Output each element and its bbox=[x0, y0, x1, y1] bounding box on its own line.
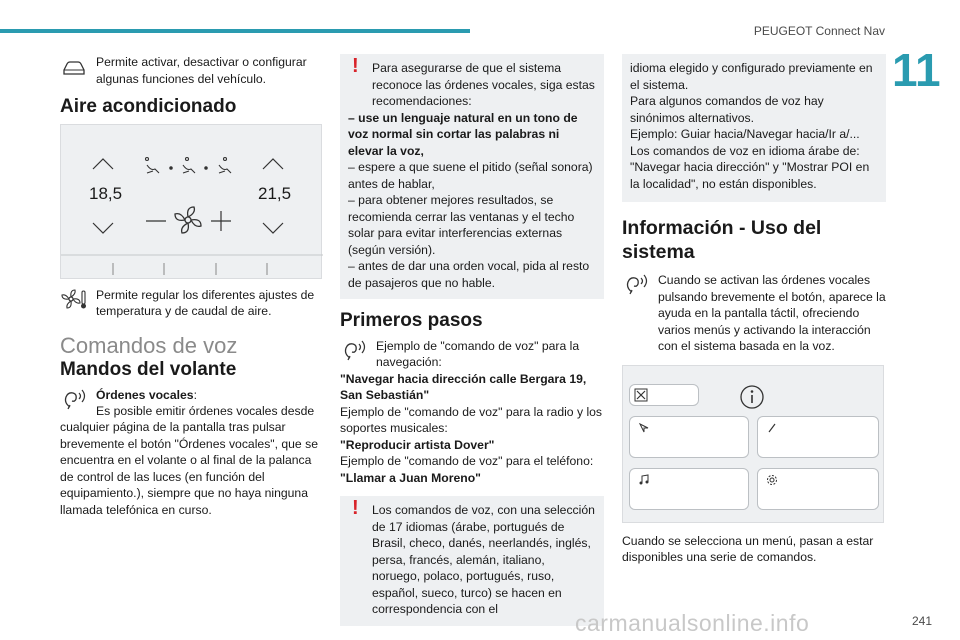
voice-description: Es posible emitir órdenes vocales desde cualquier página de la pantalla tras pulsar brevemente el botón "Órdenes vocales", que se encuentra en el volante o al final de la palanca de control de las luces (en función del equipamiento.), siempre que no haya ninguna llamada telefónica en curso. bbox=[60, 403, 318, 517]
example1-row bbox=[340, 338, 604, 371]
ac-description: Permite regular los diferentes ajustes de temperatura y de caudal de aire. bbox=[96, 287, 315, 318]
page-number: 241 bbox=[912, 614, 933, 628]
system-info-heading: Información - Uso del sistema bbox=[622, 217, 822, 263]
fan-thermometer-icon bbox=[60, 287, 88, 313]
page-header-title: PEUGEOT Connect Nav bbox=[753, 24, 885, 38]
settings-menu-button bbox=[757, 468, 879, 510]
system-info-row bbox=[622, 272, 886, 355]
column-left bbox=[60, 54, 318, 518]
temp-right-up-icon bbox=[263, 159, 283, 169]
intro-text: Permite activar, desactivar o configurar algunas funciones del vehículo. bbox=[96, 55, 307, 86]
music-menu-button bbox=[629, 468, 749, 510]
first-steps-heading: Primeros pasos bbox=[340, 310, 483, 331]
voice-command-icon bbox=[340, 338, 368, 364]
example2-command: "Reproducir artista Dover" bbox=[340, 437, 495, 452]
voice-label-colon: : bbox=[193, 387, 197, 402]
warning-item-2: – espere a que suene el pitido (señal sonora) antes de hablar, bbox=[348, 160, 593, 191]
section-title: Comandos de voz bbox=[60, 332, 238, 358]
warning-item-1: – use un lenguaje natural en un tono de voz normal sin cortar las palabras ni elevar la voz, bbox=[348, 110, 578, 158]
temp-left-down-icon bbox=[93, 223, 113, 233]
phone-icon bbox=[766, 422, 778, 434]
ac-desc-row bbox=[60, 287, 318, 320]
navigation-icon bbox=[638, 422, 650, 434]
warning-item-3: – para obtener mejores resultados, se recomienda cerrar las ventanas y el techo solar para evitar interferencias externas (según versión). bbox=[348, 193, 575, 257]
warning-box-recommendations bbox=[340, 54, 604, 299]
temp-left-up-icon bbox=[93, 159, 113, 169]
fan-icon bbox=[175, 207, 201, 233]
warning-icon: ! bbox=[352, 497, 359, 519]
voice-command-icon bbox=[622, 272, 650, 298]
car-icon bbox=[60, 54, 88, 80]
navigation-menu-button bbox=[629, 416, 749, 458]
languages-text: Los comandos de voz, con una selección de 17 idiomas (árabe, portugués de Brasil, checo, danés, neerlandés, inglés, persa, francés, alemán, italiano, noruego, polaco, portugués, ruso, español, sueco, turco) se hacen en correspondencia con el bbox=[372, 503, 595, 616]
ac-control-panel bbox=[60, 124, 322, 279]
gear-icon bbox=[766, 474, 778, 486]
watermark: carmanualsonline.info bbox=[575, 610, 810, 636]
chapter-number: 11 bbox=[892, 44, 941, 96]
warning-item-4: – antes de dar una orden vocal, pida al resto de pasajeros que no hable. bbox=[348, 259, 590, 290]
warning-icon: ! bbox=[352, 55, 359, 77]
ac-heading: Aire acondicionado bbox=[60, 96, 237, 117]
header-accent-bar bbox=[0, 29, 470, 33]
example1-command: "Navegar hacia dirección calle Bergara 19, San Sebastián" bbox=[340, 371, 587, 402]
right-temperature: 21,5 bbox=[258, 183, 292, 203]
example3-command: "Llamar a Juan Moreno" bbox=[340, 470, 481, 485]
voice-help-screen bbox=[622, 365, 884, 523]
close-icon bbox=[634, 388, 648, 402]
warning-box-languages bbox=[340, 496, 604, 626]
info-box-language: idioma elegido y configurado previamente en el sistema. Para algunos comandos de voz hay sinónimos alternativos. Ejemplo: Guiar hacia/Navegar hacia/Ir a/... Los comandos de voz en idioma árabe de: "Navegar hacia dirección" y "Mostrar POI en la localidad", no están disponibles. bbox=[622, 54, 886, 202]
system-info-text: Cuando se activan las órdenes vocales pulsando brevemente el botón, aparece la ayuda en la pantalla táctil, ofreciendo varios menús y activando la interacción con el sistema basada en la voz. bbox=[658, 273, 886, 353]
steering-wheel-heading: Mandos del volante bbox=[60, 359, 237, 380]
left-temperature: 18,5 bbox=[89, 183, 123, 203]
intro-row bbox=[60, 54, 318, 87]
music-icon bbox=[638, 474, 650, 486]
example3-text: Ejemplo de "comando de voz" para el teléfono: bbox=[340, 454, 594, 468]
column-middle bbox=[340, 54, 604, 626]
phone-menu-button bbox=[757, 416, 879, 458]
voice-label: Órdenes vocales bbox=[96, 387, 194, 402]
column-right bbox=[622, 54, 886, 566]
example1-text: Ejemplo de "comando de voz" para la navegación: bbox=[376, 338, 580, 369]
info-icon bbox=[739, 384, 765, 410]
voice-label-block bbox=[96, 387, 197, 404]
example2-text: Ejemplo de "comando de voz" para la radio y los soportes musicales: bbox=[340, 404, 603, 435]
temp-right-down-icon bbox=[263, 223, 283, 233]
warning-intro: Para asegurarse de que el sistema reconoce las órdenes vocales, siga estas recomendaciones: bbox=[372, 61, 595, 108]
airflow-mode-icons bbox=[146, 157, 232, 173]
menu-selection-text: Cuando se selecciona un menú, pasan a estar disponibles una serie de comandos. bbox=[622, 533, 874, 564]
voice-command-icon bbox=[60, 387, 88, 413]
close-voice-button bbox=[629, 384, 699, 406]
